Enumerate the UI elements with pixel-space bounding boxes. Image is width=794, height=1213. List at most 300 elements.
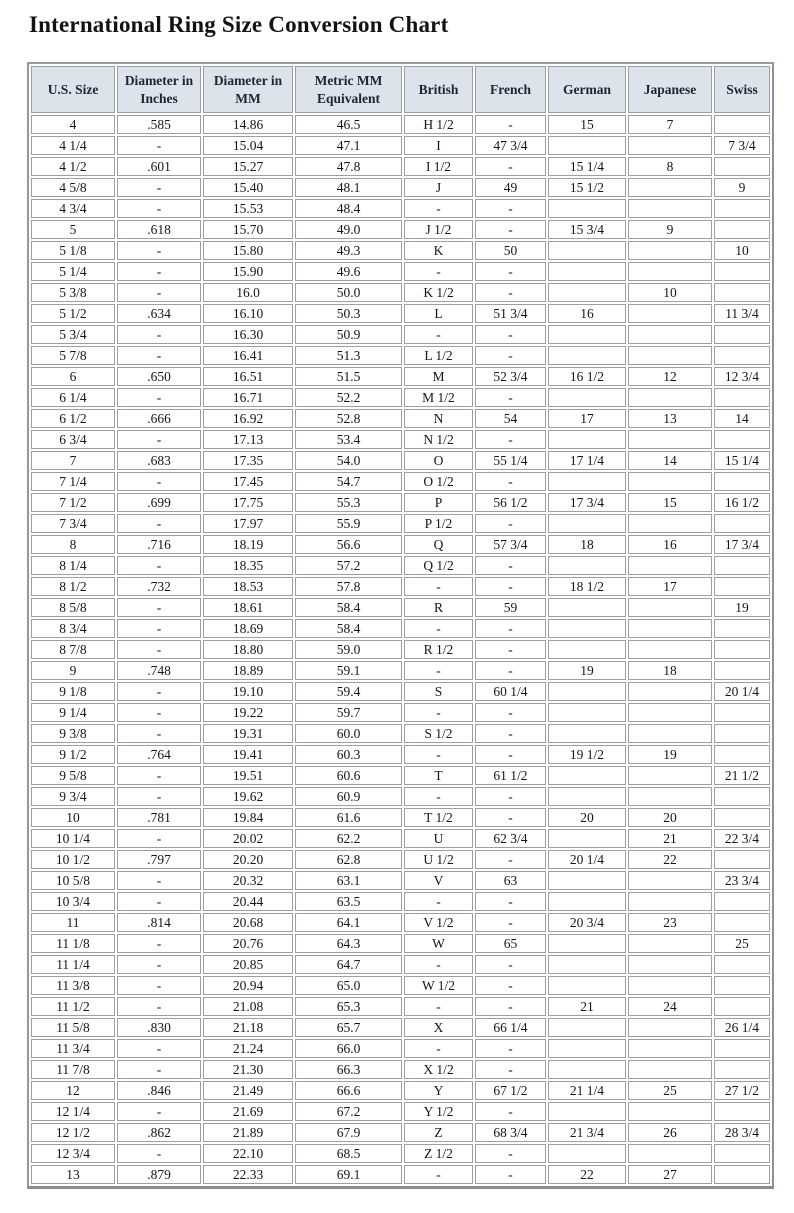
table-row [31,157,770,176]
table-cell [548,241,626,260]
table-cell [714,220,770,239]
table-cell: 59.4 [295,682,402,701]
table-cell: 21.30 [203,1060,293,1079]
table-cell [714,997,770,1016]
table-cell: - [117,241,201,260]
table-cell: 19.41 [203,745,293,764]
table-cell: 20 1/4 [548,850,626,869]
table-row [31,1102,770,1121]
table-cell: 9 [714,178,770,197]
table-cell [548,766,626,785]
table-row [31,472,770,491]
table-cell: - [475,640,546,659]
table-cell: 17 1/4 [548,451,626,470]
table-cell [714,787,770,806]
table-cell: - [475,1102,546,1121]
table-cell: 15 3/4 [548,220,626,239]
table-row [31,913,770,932]
table-cell: 20.85 [203,955,293,974]
table-cell: 15.80 [203,241,293,260]
table-cell: 55.3 [295,493,402,512]
table-cell: Y [404,1081,473,1100]
table-cell: - [117,892,201,911]
table-cell [714,577,770,596]
table-cell: 21.18 [203,1018,293,1037]
table-row [31,367,770,386]
table-cell [714,892,770,911]
table-cell: 11 7/8 [31,1060,115,1079]
table-cell: 21 [548,997,626,1016]
table-cell: U 1/2 [404,850,473,869]
table-cell [714,1039,770,1058]
table-cell: 16.51 [203,367,293,386]
table-cell [548,388,626,407]
table-row [31,262,770,281]
table-cell [628,1144,712,1163]
table-cell: T 1/2 [404,808,473,827]
table-cell [548,199,626,218]
table-cell: 17.45 [203,472,293,491]
table-cell: - [404,997,473,1016]
table-cell: 52.8 [295,409,402,428]
table-cell: 16.41 [203,346,293,365]
page-title: International Ring Size Conversion Chart [29,12,449,37]
table-cell [628,871,712,890]
table-cell: 62.8 [295,850,402,869]
table-cell: 15.90 [203,262,293,281]
table-row [31,934,770,953]
table-row [31,514,770,533]
table-cell [714,283,770,302]
table-cell [628,766,712,785]
table-row [31,724,770,743]
table-cell: - [475,283,546,302]
table-cell: 23 3/4 [714,871,770,890]
table-cell: .716 [117,535,201,554]
table-cell: 65.0 [295,976,402,995]
table-cell: 50 [475,241,546,260]
table-cell: 10 [714,241,770,260]
table-cell: 21 1/4 [548,1081,626,1100]
table-cell [714,1102,770,1121]
table-cell: 12 [628,367,712,386]
table-header [31,66,770,113]
table-cell [548,871,626,890]
table-cell: 12 3/4 [31,1144,115,1163]
table-cell: - [475,1144,546,1163]
table-row [31,745,770,764]
table-cell: 60.3 [295,745,402,764]
table-cell: 13 [628,409,712,428]
table-cell: - [475,703,546,722]
table-cell: 9 [628,220,712,239]
table-cell: 18.53 [203,577,293,596]
table-cell: 17.97 [203,514,293,533]
table-row [31,682,770,701]
table-cell [628,892,712,911]
table-cell [548,283,626,302]
table-cell: - [475,724,546,743]
table-row [31,640,770,659]
table-cell: 5 7/8 [31,346,115,365]
table-cell: .683 [117,451,201,470]
table-row [31,976,770,995]
table-cell [714,115,770,134]
table-cell: 6 1/2 [31,409,115,428]
table-cell [714,955,770,974]
table-cell: 21 3/4 [548,1123,626,1142]
table-cell [628,346,712,365]
table-cell: L [404,304,473,323]
table-cell: 67 1/2 [475,1081,546,1100]
table-cell [628,1102,712,1121]
table-cell: - [117,703,201,722]
table-cell: - [475,661,546,680]
header-row [31,66,770,113]
table-cell [714,661,770,680]
table-row [31,808,770,827]
table-cell: X 1/2 [404,1060,473,1079]
table-cell [628,556,712,575]
table-cell: 65 [475,934,546,953]
table-cell [628,472,712,491]
table-cell: K [404,241,473,260]
table-cell: 15 1/4 [714,451,770,470]
table-cell: 19.22 [203,703,293,722]
table-cell [714,619,770,638]
table-cell: - [117,976,201,995]
table-cell [714,724,770,743]
table-row [31,199,770,218]
table-cell: - [475,115,546,134]
table-cell: 10 [31,808,115,827]
table-cell [548,703,626,722]
table-cell: 7 [31,451,115,470]
table-cell: 16.10 [203,304,293,323]
table-cell: - [475,1060,546,1079]
table-cell: - [475,556,546,575]
table-cell: - [475,262,546,281]
table-cell: 16.30 [203,325,293,344]
table-cell: 20.68 [203,913,293,932]
table-cell [714,325,770,344]
table-cell: 6 [31,367,115,386]
table-cell: 64.7 [295,955,402,974]
table-cell: 57 3/4 [475,535,546,554]
table-row [31,241,770,260]
table-cell [628,325,712,344]
table-cell: 5 1/4 [31,262,115,281]
table-row [31,430,770,449]
table-cell: 47.1 [295,136,402,155]
table-cell: .781 [117,808,201,827]
table-cell: X [404,1018,473,1037]
column-header: British [404,66,473,113]
table-cell: 47 3/4 [475,136,546,155]
table-cell [714,556,770,575]
table-cell: 59.7 [295,703,402,722]
table-cell: 61 1/2 [475,766,546,785]
table-cell: - [117,430,201,449]
table-cell: - [404,1039,473,1058]
table-cell: 16.71 [203,388,293,407]
table-cell: 63.5 [295,892,402,911]
table-cell: - [475,745,546,764]
table-cell: - [475,199,546,218]
table-cell: 5 3/4 [31,325,115,344]
table-cell: - [117,178,201,197]
table-cell [548,619,626,638]
table-cell: 22.33 [203,1165,293,1184]
table-row [31,577,770,596]
table-cell [548,955,626,974]
table-cell [548,1018,626,1037]
table-cell: M [404,367,473,386]
table-cell [548,892,626,911]
table-cell: Q 1/2 [404,556,473,575]
table-cell [628,619,712,638]
table-cell: 9 5/8 [31,766,115,785]
table-cell: 57.8 [295,577,402,596]
table-cell: 20.02 [203,829,293,848]
table-row [31,283,770,302]
table-cell: 15 1/2 [548,178,626,197]
table-cell: 8 1/4 [31,556,115,575]
table-cell: - [117,136,201,155]
table-cell: 66.0 [295,1039,402,1058]
table-cell: 13 [31,1165,115,1184]
table-cell [548,1039,626,1058]
table-cell [548,514,626,533]
table-cell: 20.20 [203,850,293,869]
table-cell: 4 1/4 [31,136,115,155]
table-cell [548,934,626,953]
table-row [31,787,770,806]
table-row [31,850,770,869]
table-cell: 10 1/4 [31,829,115,848]
table-cell: 22 3/4 [714,829,770,848]
table-row [31,136,770,155]
table-cell: 18.80 [203,640,293,659]
table-cell: 21.89 [203,1123,293,1142]
table-cell: I 1/2 [404,157,473,176]
table-row [31,997,770,1016]
table-cell [548,724,626,743]
table-cell: 8 7/8 [31,640,115,659]
table-cell [628,1060,712,1079]
table-cell [548,325,626,344]
table-cell: - [117,766,201,785]
table-row [31,535,770,554]
table-cell [714,430,770,449]
table-cell: 15.40 [203,178,293,197]
table-cell: 18.69 [203,619,293,638]
table-cell: 16 [628,535,712,554]
table-cell: 19.31 [203,724,293,743]
table-cell [548,1060,626,1079]
table-cell: - [475,850,546,869]
table-cell: 52.2 [295,388,402,407]
table-cell: N 1/2 [404,430,473,449]
table-cell: 20 [548,808,626,827]
table-cell: 62.2 [295,829,402,848]
table-cell: 4 [31,115,115,134]
table-cell: 56 1/2 [475,493,546,512]
table-row [31,955,770,974]
table-cell [628,136,712,155]
table-cell: 15 [628,493,712,512]
table-cell: 22.10 [203,1144,293,1163]
table-cell [714,1165,770,1184]
table-cell [714,976,770,995]
table-cell: 14 [714,409,770,428]
table-cell: 11 3/4 [31,1039,115,1058]
table-cell: 49.3 [295,241,402,260]
table-row [31,493,770,512]
table-cell: K 1/2 [404,283,473,302]
table-cell: - [404,199,473,218]
table-cell: 11 3/4 [714,304,770,323]
table-cell: 21.24 [203,1039,293,1058]
table-cell: 59 [475,598,546,617]
table-cell: 6 3/4 [31,430,115,449]
table-cell: 18.61 [203,598,293,617]
table-cell: - [117,955,201,974]
table-cell: 21 1/2 [714,766,770,785]
table-cell: - [475,430,546,449]
table-cell: 19.10 [203,682,293,701]
table-cell [548,136,626,155]
table-cell: 64.3 [295,934,402,953]
table-row [31,1060,770,1079]
table-cell [628,682,712,701]
table-cell: Y 1/2 [404,1102,473,1121]
table-cell [628,388,712,407]
table-cell: 18.35 [203,556,293,575]
table-cell: 52 3/4 [475,367,546,386]
table-cell: .764 [117,745,201,764]
table-cell: M 1/2 [404,388,473,407]
table-row [31,1165,770,1184]
table-cell: S 1/2 [404,724,473,743]
table-cell [628,199,712,218]
table-cell: 7 3/4 [714,136,770,155]
table-row [31,1144,770,1163]
table-cell: 11 1/2 [31,997,115,1016]
table-cell [548,262,626,281]
table-cell: - [117,934,201,953]
table-row [31,304,770,323]
table-cell [628,514,712,533]
table-cell: 27 [628,1165,712,1184]
table-cell: - [404,262,473,281]
table-cell: - [117,829,201,848]
table-cell: 9 1/4 [31,703,115,722]
table-cell: - [404,325,473,344]
table-cell: 47.8 [295,157,402,176]
table-cell: 50.9 [295,325,402,344]
table-cell: 26 1/4 [714,1018,770,1037]
table-cell: - [117,682,201,701]
table-cell: P 1/2 [404,514,473,533]
table-cell [714,640,770,659]
table-cell: 51.3 [295,346,402,365]
table-row [31,766,770,785]
table-cell [714,472,770,491]
table-cell [714,1144,770,1163]
table-cell: 9 [31,661,115,680]
table-cell [628,430,712,449]
table-cell: - [475,157,546,176]
table-cell: 15.53 [203,199,293,218]
table-cell [714,262,770,281]
table-cell: 5 1/8 [31,241,115,260]
table-cell [628,724,712,743]
table-cell: O [404,451,473,470]
column-header: Swiss [714,66,770,113]
column-header: Japanese [628,66,712,113]
table-cell: 10 3/4 [31,892,115,911]
table-cell: 68.5 [295,1144,402,1163]
table-cell: 7 3/4 [31,514,115,533]
table-row [31,1018,770,1037]
table-cell: 10 [628,283,712,302]
table-cell: 21.69 [203,1102,293,1121]
table-cell: I [404,136,473,155]
column-header: Diameter in MM [203,66,293,113]
table-cell: 24 [628,997,712,1016]
table-cell: 20.94 [203,976,293,995]
table-cell: 16 1/2 [714,493,770,512]
table-cell [714,1060,770,1079]
table-cell: - [475,976,546,995]
table-cell: 5 3/8 [31,283,115,302]
table-cell: 14.86 [203,115,293,134]
table-cell: 69.1 [295,1165,402,1184]
table-cell [714,745,770,764]
table-cell: 18 [628,661,712,680]
table-cell [628,787,712,806]
table-cell: 49 [475,178,546,197]
table-cell: - [117,556,201,575]
table-cell [628,241,712,260]
table-cell: - [117,472,201,491]
table-row [31,1039,770,1058]
table-row [31,1081,770,1100]
table-cell: 50.3 [295,304,402,323]
table-cell [548,598,626,617]
column-header: Diameter in Inches [117,66,201,113]
table-row [31,619,770,638]
table-cell: .650 [117,367,201,386]
table-cell: .846 [117,1081,201,1100]
table-cell [714,808,770,827]
table-cell: - [117,283,201,302]
table-cell: 55 1/4 [475,451,546,470]
table-cell [548,640,626,659]
table-cell: - [475,913,546,932]
table-row [31,892,770,911]
table-cell: 66.3 [295,1060,402,1079]
table-cell: 54.0 [295,451,402,470]
table-cell: 60.9 [295,787,402,806]
table-cell: 25 [628,1081,712,1100]
table-cell: - [475,514,546,533]
table-cell: - [404,661,473,680]
table-cell: 67.9 [295,1123,402,1142]
table-row [31,661,770,680]
table-cell: 19 [714,598,770,617]
